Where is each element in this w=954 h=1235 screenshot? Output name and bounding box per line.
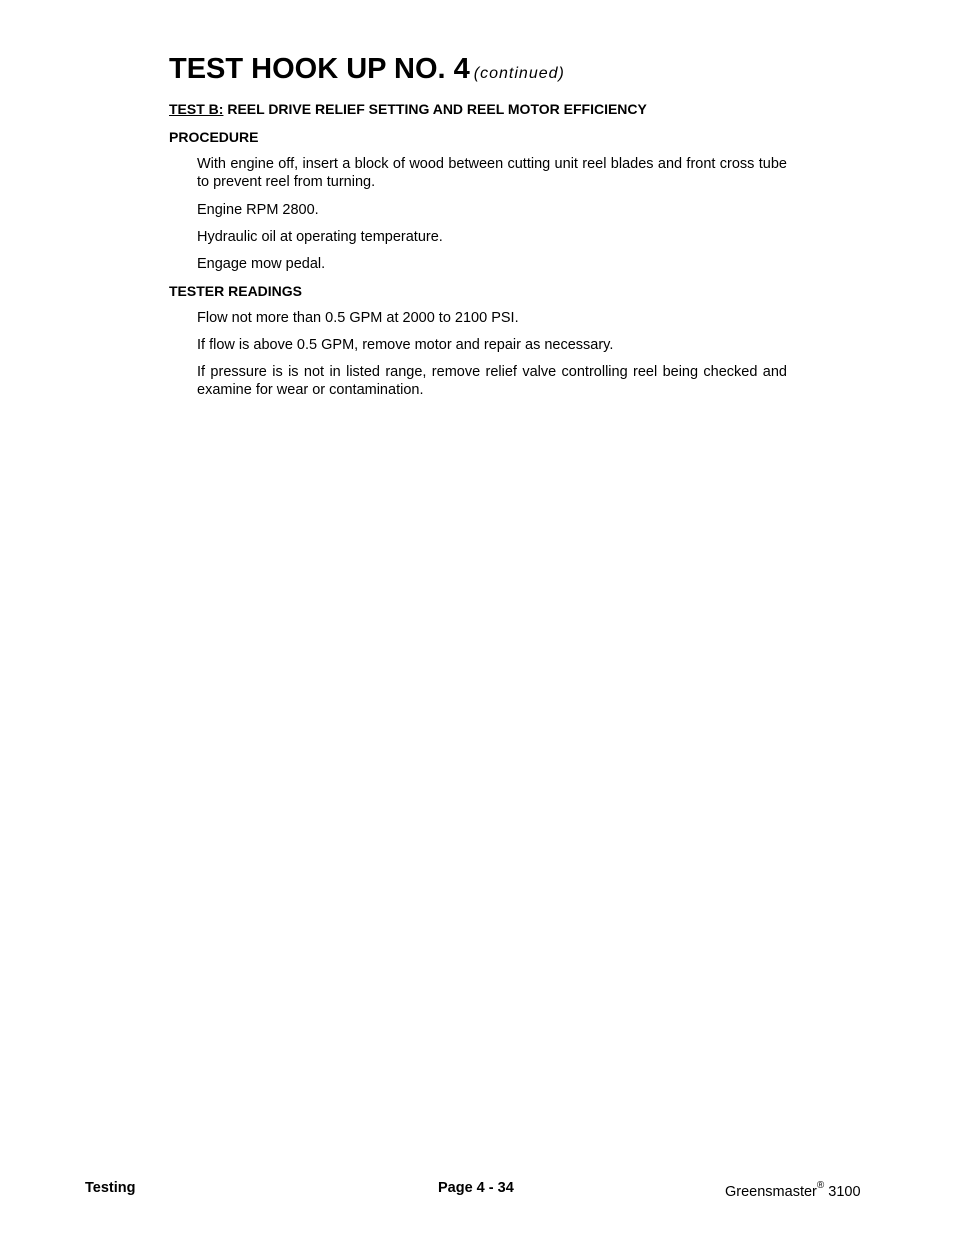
page-title-text: TEST HOOK UP NO. 4	[169, 53, 470, 85]
tester-readings-heading: TESTER READINGS	[169, 283, 303, 299]
footer-model: 3100	[828, 1183, 861, 1200]
procedure-step: Hydraulic oil at operating temperature.	[197, 229, 443, 245]
tester-reading: If flow is above 0.5 GPM, remove motor and repair as necessary.	[197, 337, 614, 353]
tester-reading: Flow not more than 0.5 GPM at 2000 to 2100 PSI.	[197, 310, 519, 326]
test-heading	[169, 100, 647, 118]
continued-label: (continued)	[473, 65, 565, 82]
footer-section: Testing	[85, 1180, 136, 1196]
registered-mark: ®	[816, 1180, 825, 1191]
procedure-step: With engine off, insert a block of wood between cutting unit reel blades and front cross tube to prevent reel from turning.	[197, 156, 787, 190]
procedure-heading: PROCEDURE	[169, 129, 259, 145]
footer-page-number: Page 4 - 34	[438, 1180, 514, 1196]
footer-product	[725, 1179, 861, 1201]
procedure-step: Engine RPM 2800.	[197, 202, 319, 218]
tester-reading: If pressure is is not in listed range, remove relief valve controlling reel being checked and examine for wear or contamination.	[197, 364, 787, 398]
footer-product-name: Greensmaster	[725, 1183, 817, 1200]
page-title	[169, 52, 565, 91]
test-name: REEL DRIVE RELIEF SETTING AND REEL MOTOR EFFICIENCY	[227, 101, 647, 117]
test-label: TEST B:	[169, 101, 224, 117]
procedure-step: Engage mow pedal.	[197, 256, 326, 272]
